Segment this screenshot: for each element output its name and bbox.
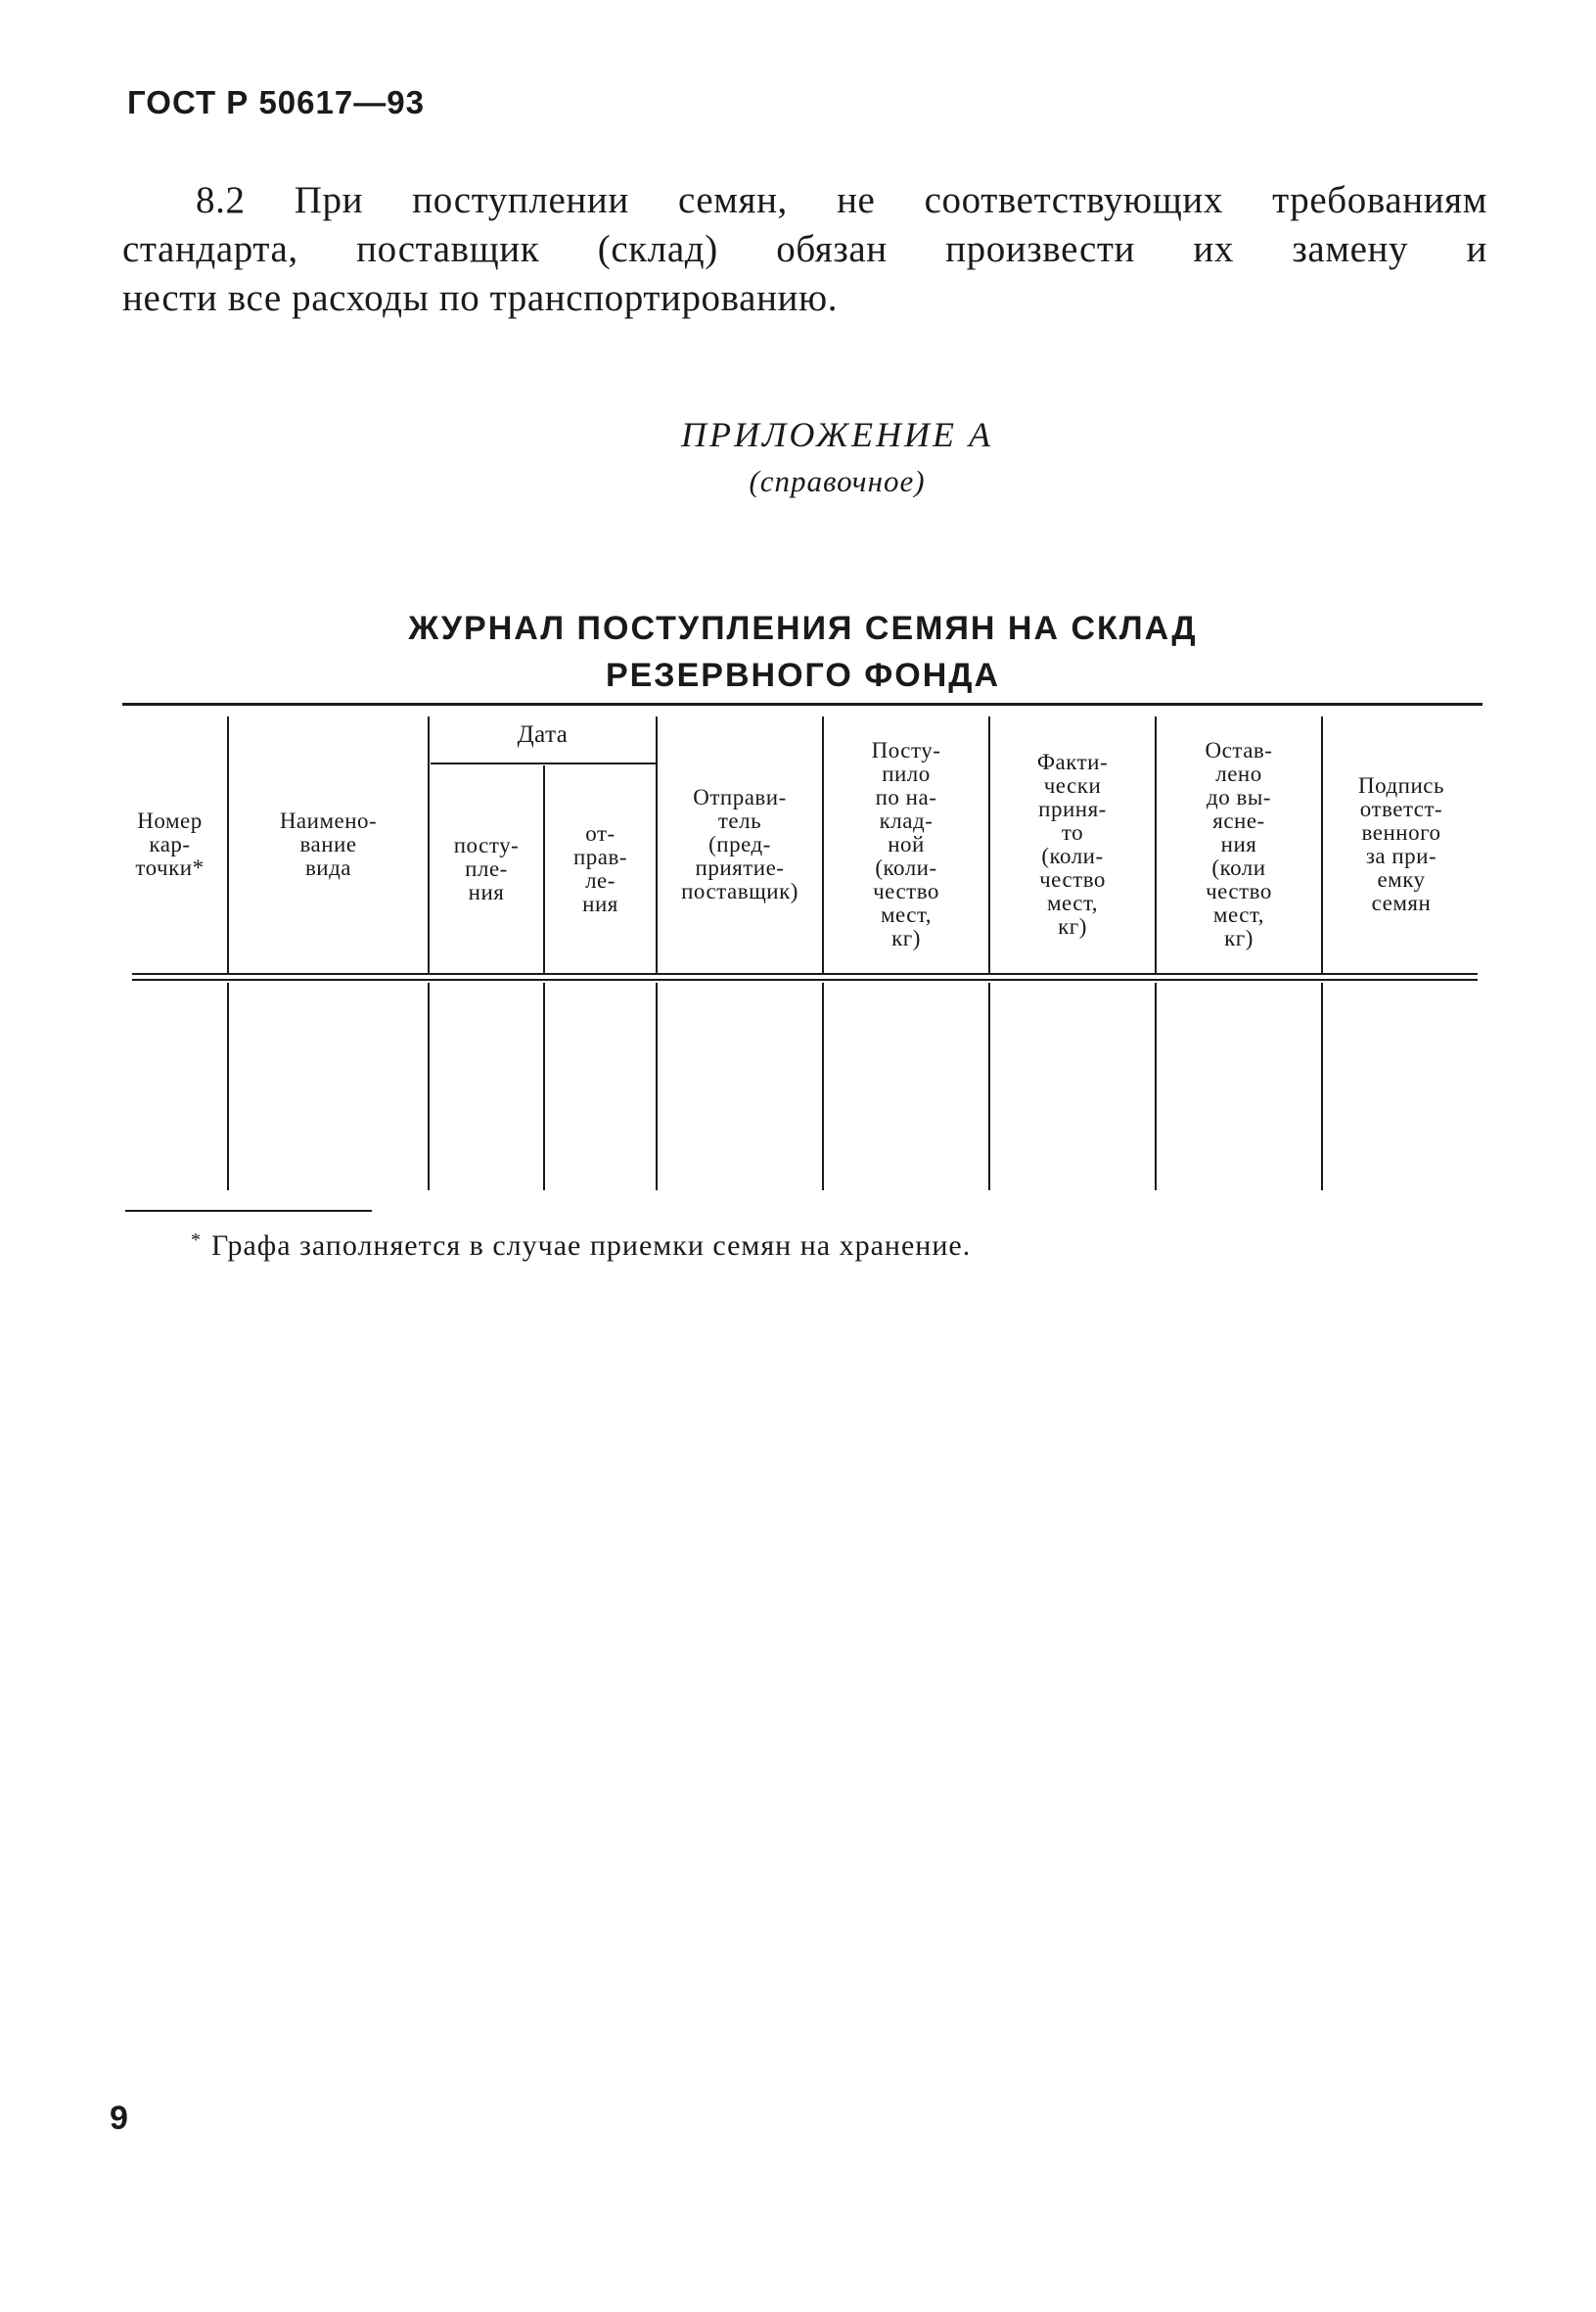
body-divider-8 xyxy=(1321,983,1323,1190)
footnote-marker: * xyxy=(191,1229,202,1251)
table-title xyxy=(0,605,1596,699)
header-date-received: посту- пле- ния xyxy=(453,833,520,904)
body-divider-7 xyxy=(1155,983,1157,1190)
paragraph-line-1: 8.2 При поступлении семян, не соответствующих требованиям xyxy=(196,179,1487,221)
header-species-name: Наимено- вание вида xyxy=(279,809,378,880)
header-date-shipped: от- прав- ле- ния xyxy=(572,821,628,916)
header-bottom-rule-1 xyxy=(132,973,1478,975)
header-actually-accepted: Факти- чески приня- то (коли- чество мест, кг) xyxy=(1036,750,1109,939)
header-bottom-rule-2 xyxy=(132,979,1478,981)
body-divider-3 xyxy=(543,983,545,1190)
header-date-group: Дата xyxy=(517,721,569,748)
paragraph-line-2: стандарта, поставщик (склад) обязан произвести их замену и xyxy=(122,228,1487,270)
table-title-line-1: ЖУРНАЛ ПОСТУПЛЕНИЯ СЕМЯН НА СКЛАД xyxy=(408,610,1198,647)
section-8-2-paragraph xyxy=(122,176,1487,323)
header-responsible-signature: Подпись ответст- венного за при- емку семян xyxy=(1358,773,1444,915)
paragraph-line-3: нести все расходы по транспортированию. xyxy=(122,277,839,319)
appendix-title: ПРИЛОЖЕНИЕ А xyxy=(681,415,993,454)
page-number: 9 xyxy=(110,2100,128,2137)
table-top-rule xyxy=(122,703,1482,706)
body-divider-2 xyxy=(428,983,430,1190)
body-divider-5 xyxy=(822,983,824,1190)
header-received-by-invoice: Посту- пило по на- клад- ной (коли- чество мест, кг) xyxy=(871,738,941,950)
document-header: ГОСТ Р 50617—93 xyxy=(127,84,425,120)
body-divider-6 xyxy=(988,983,990,1190)
body-divider-1 xyxy=(227,983,229,1190)
appendix-subtitle: (справочное) xyxy=(749,464,926,498)
header-sender: Отправи- тель (пред- приятие- поставщик) xyxy=(681,785,798,903)
header-pending-clarification: Остав- лено до вы- ясне- ния (коли чество мест, кг) xyxy=(1205,738,1273,950)
table-footnote xyxy=(191,1229,971,1263)
footnote-rule xyxy=(125,1210,372,1212)
header-card-number: Номер кар- точки* xyxy=(135,809,205,880)
table-title-line-2: РЕЗЕРВНОГО ФОНДА xyxy=(605,657,1001,694)
date-group-rule xyxy=(431,763,656,764)
footnote-text: Графа заполняется в случае приемки семян на хранение. xyxy=(211,1229,972,1262)
body-divider-4 xyxy=(656,983,658,1190)
